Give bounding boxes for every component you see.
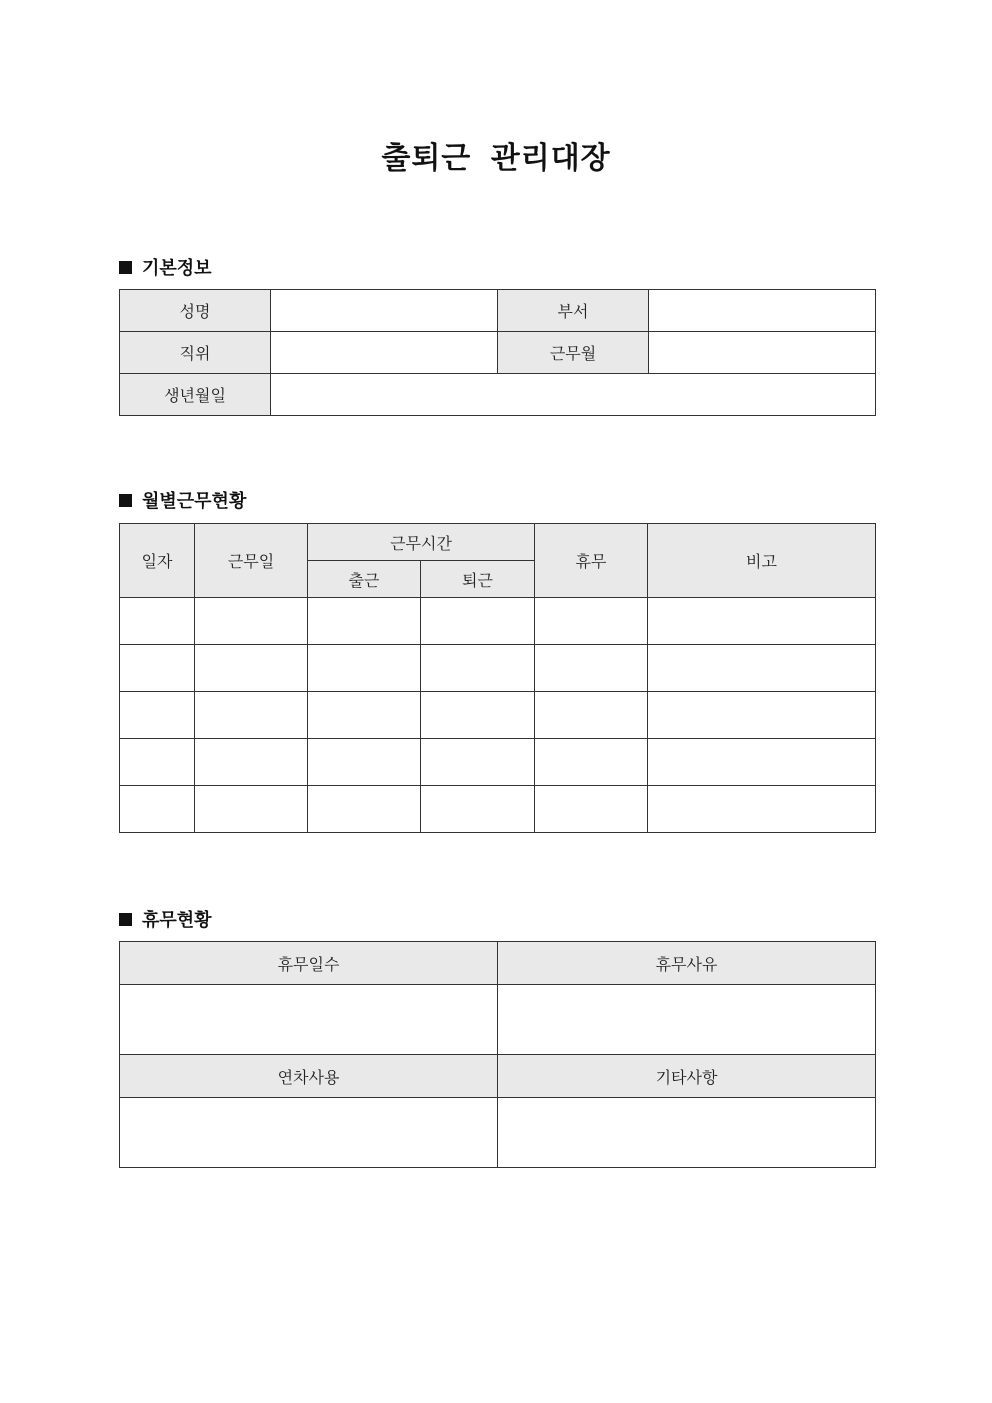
work-month-field[interactable] [649,332,876,374]
position-field[interactable] [271,332,498,374]
table-cell[interactable] [195,598,308,645]
leave-heading [119,906,212,932]
basic-info-table [119,289,876,416]
basic-info-heading [119,254,212,280]
table-cell[interactable] [535,786,648,833]
leave-table [119,941,876,1168]
birth-date-label: 생년월일 [120,374,271,416]
table-cell[interactable] [648,692,876,739]
annual-leave-field[interactable] [120,1098,498,1168]
birth-date-field[interactable] [271,374,876,416]
table-cell[interactable] [120,786,195,833]
table-cell[interactable] [421,786,535,833]
table-cell[interactable] [421,645,535,692]
col-in-header: 출근 [308,561,421,598]
document-title: 출퇴근 관리대장 [381,141,611,176]
square-bullet-icon [119,494,132,507]
table-cell[interactable] [535,645,648,692]
table-cell[interactable] [648,739,876,786]
leave-days-label: 휴무일수 [120,942,498,985]
dept-field[interactable] [649,290,876,332]
table-cell[interactable] [535,739,648,786]
leave-days-field[interactable] [120,985,498,1055]
table-cell[interactable] [195,645,308,692]
col-worktime-header: 근무시간 [308,524,535,561]
table-cell[interactable] [120,598,195,645]
name-label: 성명 [120,290,271,332]
monthly-heading [119,487,246,513]
col-date-header: 일자 [120,524,195,598]
table-cell[interactable] [308,598,421,645]
table-cell[interactable] [120,739,195,786]
square-bullet-icon [119,261,132,274]
table-row [120,739,876,786]
table-cell[interactable] [535,692,648,739]
square-bullet-icon [119,913,132,926]
table-cell[interactable] [648,786,876,833]
monthly-heading-text: 월별근무현황 [142,491,247,512]
col-leave-header: 휴무 [535,524,648,598]
table-row [120,692,876,739]
leave-heading-text: 휴무현황 [142,910,212,931]
table-cell[interactable] [421,598,535,645]
table-row [120,786,876,833]
table-cell[interactable] [308,786,421,833]
table-cell[interactable] [421,692,535,739]
table-row [120,598,876,645]
table-cell[interactable] [120,692,195,739]
table-cell[interactable] [195,786,308,833]
annual-leave-label: 연차사용 [120,1055,498,1098]
table-cell[interactable] [195,739,308,786]
basic-info-heading-text: 기본정보 [142,258,212,279]
table-cell[interactable] [648,645,876,692]
col-workday-header: 근무일 [195,524,308,598]
table-cell[interactable] [308,692,421,739]
table-cell[interactable] [421,739,535,786]
leave-reason-field[interactable] [498,985,876,1055]
monthly-table [119,523,876,833]
position-label: 직위 [120,332,271,374]
table-cell[interactable] [308,739,421,786]
leave-reason-label: 휴무사유 [498,942,876,985]
work-month-label: 근무월 [498,332,649,374]
table-row [120,645,876,692]
table-cell[interactable] [120,645,195,692]
table-cell[interactable] [535,598,648,645]
etc-field[interactable] [498,1098,876,1168]
table-cell[interactable] [648,598,876,645]
etc-label: 기타사항 [498,1055,876,1098]
table-cell[interactable] [195,692,308,739]
dept-label: 부서 [498,290,649,332]
name-field[interactable] [271,290,498,332]
col-note-header: 비고 [648,524,876,598]
table-cell[interactable] [308,645,421,692]
col-out-header: 퇴근 [421,561,535,598]
